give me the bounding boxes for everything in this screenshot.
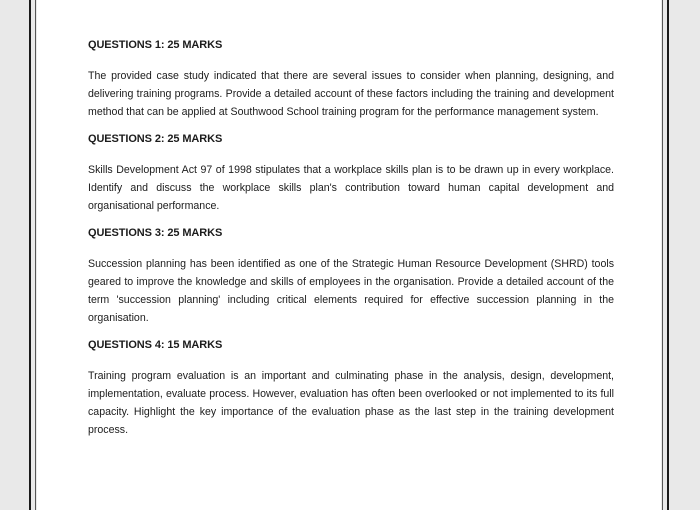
question-text: Skills Development Act 97 of 1998 stipulates that a workplace skills plan is to be drawn up in every workplace. Identify and discuss the workplace skills plan's contribution toward human capital development and organisational performance. <box>88 164 614 212</box>
question-text: The provided case study indicated that there are several issues to consider when planning, designing, and delivering training programs. Provide a detailed account of these factors including the training and development method that can be applied at Southwood School training program for the performance management system. <box>88 70 614 118</box>
page-border-left-outer <box>29 0 31 510</box>
question-heading: QUESTIONS 3: 25 MARKS <box>88 227 223 239</box>
question-heading: QUESTIONS 2: 25 MARKS <box>88 133 223 145</box>
page-border-right-outer <box>667 0 669 510</box>
question-heading: QUESTIONS 1: 25 MARKS <box>88 39 223 51</box>
question-document <box>88 36 614 448</box>
question-4 <box>88 336 614 439</box>
question-text: Succession planning has been identified as one of the Strategic Human Resource Development (SHRD) tools geared to improve the knowledge and skills of employees in the organisation. Provide a detailed account of the term 'succession planning' including critical elements required for effective succession planning in the organisation. <box>88 258 614 324</box>
question-2 <box>88 130 614 215</box>
question-heading: QUESTIONS 4: 15 MARKS <box>88 339 223 351</box>
question-1 <box>88 36 614 121</box>
question-text: Training program evaluation is an important and culminating phase in the analysis, design, development, implementation, evaluate process. However, evaluation has often been overlooked or not implemented to its full capacity. Highlight the key importance of the evaluation phase as the last step in the training development process. <box>88 370 614 436</box>
page-border-left-inner <box>35 0 36 510</box>
question-3 <box>88 224 614 327</box>
page-border-right-inner <box>662 0 663 510</box>
